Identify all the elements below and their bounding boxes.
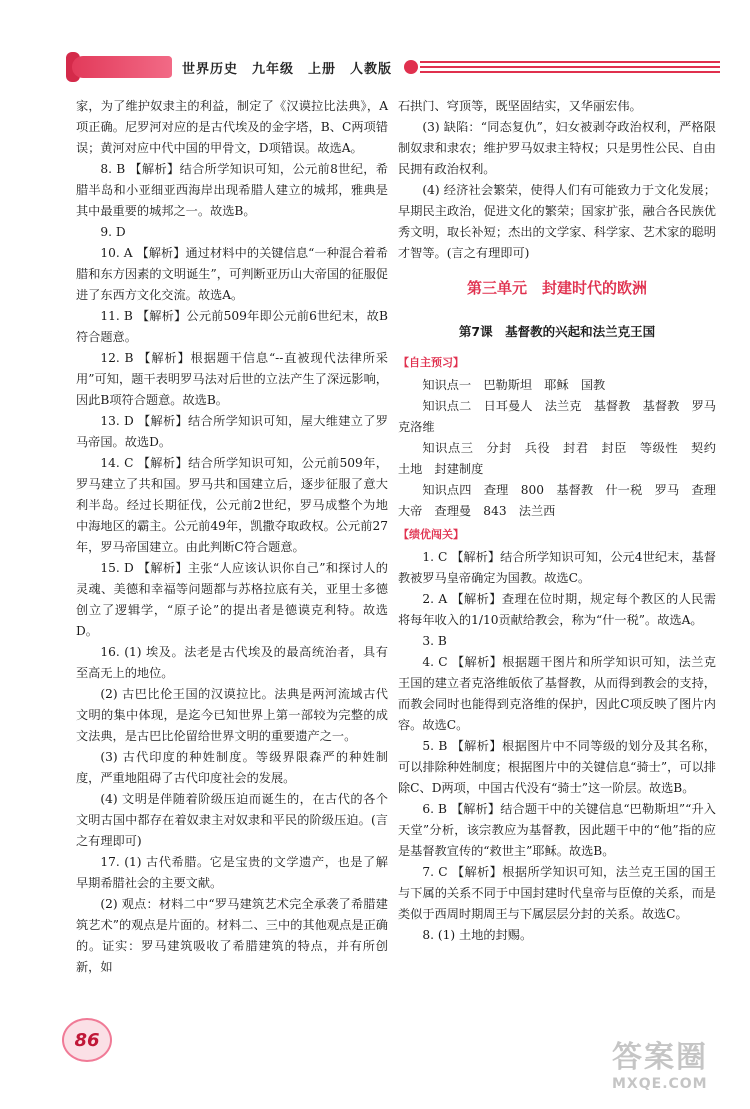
answer-item: 3. B [422,634,447,648]
knowledge-point: 知识点二 日耳曼人 法兰克 基督教 基督教 罗马 克洛维 [398,399,729,434]
header-title: 世界历史 九年级 上册 人教版 [182,62,393,77]
left-para: 家，为了维护奴隶主的利益，制定了《汉谟拉比法典》，A项正确。尼罗河对应的是古代埃及的金字塔，B、C两项错误；黄河对应中代中国的甲骨文，D项错误。故选A。 [76,99,388,155]
watermark-logo [612,1040,738,1106]
answer-item: 2. A 【解析】查理在位时期，规定每个教区的人民需将每年收入的1/10贡献给教会，称为“什一税”。故选A。 [398,592,716,627]
left-para: 9. D [100,225,126,239]
left-para: 15. D 【解析】主张“人应该认识你自己”和探讨人的灵魂、美德和幸福等问题都与苏格拉底有关，亚里士多德创立了逻辑学，“原子论”的提出者是德谟克利特。故选D。 [76,561,388,638]
knowledge-point: 知识点一 巴勒斯坦 耶稣 国教 [422,378,606,392]
left-para: 12. B 【解析】根据题干信息“--直被现代法律所采用”可知，题干表明罗马法对后世的立法产生了深远影响，因此B项符合题意。故选B。 [76,351,388,407]
knowledge-point: 知识点三 分封 兵役 封君 封臣 等级性 契约 土地 封建制度 [398,441,729,476]
preview-section-label: 【自主预习】 [398,356,464,369]
left-para: 13. D 【解析】结合所学知识可知，屋大维建立了罗马帝国。故选D。 [76,414,388,449]
left-para: 10. A 【解析】通过材料中的关键信息“一种混合着希腊和东方因素的文明诞生”，可判断亚历山大帝国的征服促进了东西方文化交流。故选A。 [76,246,388,302]
watermark-text: 答案圈 [612,1040,708,1075]
lesson-title: 第7课 基督教的兴起和法兰克王国 [458,324,656,339]
header-rule-lines [420,61,720,76]
left-para: (4) 文明是伴随着阶级压迫而诞生的，在古代的各个文明古国中都存在着奴隶主对奴隶和平民的阶级压迫。(言之有理即可) [76,792,388,848]
unit-title: 第三单元 封建时代的欧洲 [466,279,647,297]
answer-item: 1. C 【解析】结合所学知识可知，公元4世纪末，基督教被罗马皇帝确定为国教。故选C。 [398,550,716,585]
answer-item: 8. (1) 土地的封赐。 [422,928,533,942]
answer-item: 7. C 【解析】根据所学知识可知，法兰克王国的国王与下属的关系不同于中国封建时代皇帝与臣僚的关系，而是类似于西周时期周王与下属层层分封的关系。故选C。 [398,865,716,921]
right-column [398,96,729,946]
page-number: 86 [62,1018,112,1062]
knowledge-point: 知识点四 查理 800 基督教 什一税 罗马 查理大帝 查理曼 843 法兰西 [398,483,716,518]
left-para: 14. C 【解析】结合所学知识可知，公元前509年，罗马建立了共和国。罗马共和国建立后，逐步征服了意大利半岛。经过长期征伐，公元前2世纪，罗马成整个为地中海地区的霸主。公元前49年，凯撒夺取政权。公元前27年，罗马帝国建立。由此判断C符合题意。 [76,456,388,554]
left-para: (2) 古巴比伦王国的汉谟拉比。法典是两河流域古代文明的集中体现，是迄今已知世界上第一部较为完整的成文法典，是古巴比伦留给世界文明的重要遗产之一。 [76,687,388,743]
practice-section-label: 【绩优闯关】 [398,528,464,541]
left-para: 8. B 【解析】结合所学知识可知，公元前8世纪，希腊半岛和小亚细亚西海岸出现希腊人建立的城邦，雅典是其中最重要的城邦之一。故选B。 [76,162,388,218]
answer-item: 6. B 【解析】结合题干中的关键信息“巴勒斯坦”“升入天堂”分析，该宗教应为基督教，因此题干中的“他”指的应是基督教宣传的“救世主”耶稣。故选B。 [398,802,716,858]
right-para: 石拱门、穹顶等，既坚固结实，又华丽宏伟。 [398,99,642,113]
header-dot [404,60,418,74]
left-para: (2) 观点：材料二中“罗马建筑艺术完全承袭了希腊建筑艺术”的观点是片面的。材料二、三中的其他观点是正确的。证实：罗马建筑吸收了希腊建筑的特点，并有所创新，如 [76,897,388,974]
left-para: 16. (1) 埃及。法老是古代埃及的最高统治者，具有至高无上的地位。 [76,645,388,680]
header-tab [72,56,172,78]
left-para: 11. B 【解析】公元前509年即公元前6世纪末，故B符合题意。 [76,309,388,344]
left-para: 17. (1) 古代希腊。它是宝贵的文学遗产，也是了解早期希腊社会的主要文献。 [76,855,388,890]
answer-item: 4. C 【解析】根据题干图片和所学知识可知，法兰克王国的建立者克洛维皈依了基督教，从而得到教会的支持，而教会同时也能得到克洛维的保护，因此C项反映了图片内容。故选C。 [398,655,716,732]
answer-item: 5. B 【解析】根据图片中不同等级的划分及其名称，可以排除种姓制度；根据图片中的关键信息“骑士”，可以排除C、D两项，中国古代没有“骑士”这一阶层。故选B。 [398,739,716,795]
left-para: (3) 古代印度的种姓制度。等级界限森严的种姓制度，严重地阻碍了古代印度社会的发展。 [76,750,388,785]
right-para: (4) 经济社会繁荣，使得人们有可能致力于文化发展；早期民主政治，促进文化的繁荣；国家扩张，融合各民族优秀文明，取长补短；杰出的文学家、科学家、艺术家的聪明才智等。(言之有理即可) [398,183,716,260]
watermark-url: MXQE.COM [612,1076,708,1092]
left-column [76,96,388,978]
page-header [0,52,750,82]
right-para: (3) 缺陷：“同态复仇”，妇女被剥夺政治权利，严格限制奴隶和隶农；维护罗马奴隶主特权；只是男性公民、自由民拥有政治权利。 [398,120,716,176]
